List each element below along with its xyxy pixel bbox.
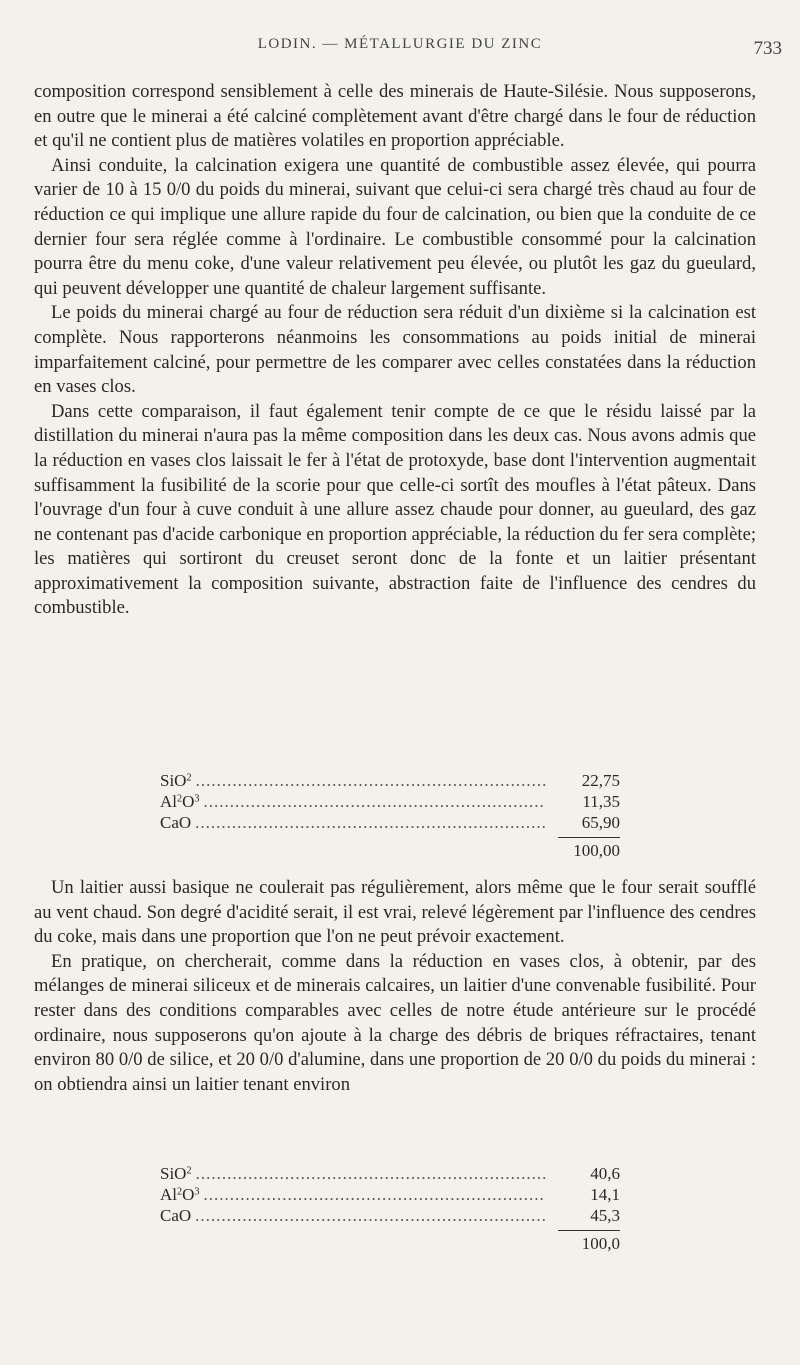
table-row [160, 812, 620, 833]
dot-leader [203, 1184, 546, 1205]
percent-value: 11,35 [582, 792, 620, 811]
dot-leader [203, 791, 546, 812]
paragraph: Ainsi conduite, la calcination exigera une quantité de combustible assez élevée, qui pourra varier de 10 à 15 0/0 du poids du minerai, suivant que celui-ci sera chargé très chaud au four de réduction ce qui implique une allure rapide du four de calcination, ou bien que la conduite de ce dernier four sera réglée comme à l'ordinaire. Le combustible consommé pour la calcination pourra être du menu coke, d'une valeur relativement peu élevée, ou plutôt les gaz du gueulard, qui peuvent développer une quantité de chaleur largement suffisante. [34, 154, 756, 299]
paragraph-continued: composition correspond sensiblement à celle des minerais de Haute-Silésie. Nous supposerons, en outre que le minerai a été calciné complètement avant d'être chargé dans le four de réduction et qu'il ne contient plus de matières volatiles en proportion appréciable. [34, 81, 756, 152]
dot-leader [196, 770, 546, 791]
paragraph: Dans cette comparaison, il faut également tenir compte de ce que le résidu laissé par la distillation du minerai n'aura pas la même composition dans les deux cas. Nous avons admis que la réduction en vases clos laissait le fer à l'état de protoxyde, base dont l'intervention augmentait suffisamment la fusibilité de la scorie pour que celle-ci sortît des moufles à l'état pâteux. Dans l'ouvrage d'un four à cuve conduit à une allure assez chaude pour donner, au gueulard, des gaz ne contenant pas d'acide carbonique en proportion appréciable, la réduction du fer sera complète; les matières qui sortiront du creuset seront donc de la fonte et un laitier présentant approximativement la composition suivante, abstraction faite de l'influence des cendres du combustible. [34, 400, 756, 619]
percent-value: 40,6 [590, 1164, 620, 1183]
percent-value: 45,3 [590, 1206, 620, 1225]
table-row [160, 1163, 620, 1184]
table-total: 100,00 [573, 841, 620, 860]
formula-lime: CaO [160, 813, 192, 832]
sum-rule [558, 1230, 620, 1231]
percent-value: 14,1 [590, 1185, 620, 1204]
paragraph: Le poids du minerai chargé au four de réduction sera réduit d'un dixième si la calcination est complète. Nous rapporterons néanmoins les consommations au poids initial de minerai imparfaitement calciné, pour permettre de les comparer avec celles constatées dans la réduction en vases clos. [34, 302, 756, 398]
percent-value: 22,75 [581, 771, 620, 790]
formula-silica: SiO$^2$ [160, 771, 192, 790]
body-text [34, 80, 756, 621]
paragraph: Un laitier aussi basique ne coulerait pas régulièrement, alors même que le four serait soufflé au vent chaud. Son degré d'acidité serait, il est vrai, relevé légèrement par l'influence des cendres du coke, mais dans une proportion que l'on ne peut prévoir exactement. [34, 877, 756, 948]
formula-alumina: $Al^2O^3$ [160, 792, 200, 811]
dot-leader [195, 1205, 546, 1226]
paragraph: En pratique, on chercherait, comme dans la réduction en vases clos, à obtenir, par des mélanges de minerai siliceux et de minerais calcaires, un laitier d'une convenable fusibilité. Pour rester dans des conditions comparables avec celles de notre étude antérieure sur le procédé ordinaire, nous supposerons qu'on ajoute à la charge des débris de briques réfractaires, tenant environ 80 0/0 de silice, et 20 0/0 d'alumine, dans une proportion de 20 0/0 du poids du minerai : on obtiendra ainsi un laitier tenant environ [34, 950, 756, 1095]
table-row [160, 1205, 620, 1226]
slag-composition-table-basic [160, 770, 620, 861]
table-row [160, 770, 620, 791]
dot-leader [195, 812, 546, 833]
slag-composition-table-adjusted [160, 1163, 620, 1254]
formula-alumina: $Al^2O^3$ [160, 1185, 200, 1204]
table-total: 100,0 [581, 1234, 620, 1253]
formula-silica: SiO$^2$ [160, 1164, 192, 1183]
body-text-continued [34, 876, 756, 1097]
percent-value: 65,90 [581, 813, 620, 832]
dot-leader [196, 1163, 546, 1184]
running-head: LODIN. — MÉTALLURGIE DU ZINC [257, 36, 543, 52]
page-number: 733 [753, 38, 782, 59]
table-row [160, 1184, 620, 1205]
table-row [160, 791, 620, 812]
formula-lime: CaO [160, 1206, 192, 1225]
sum-rule [558, 837, 620, 838]
